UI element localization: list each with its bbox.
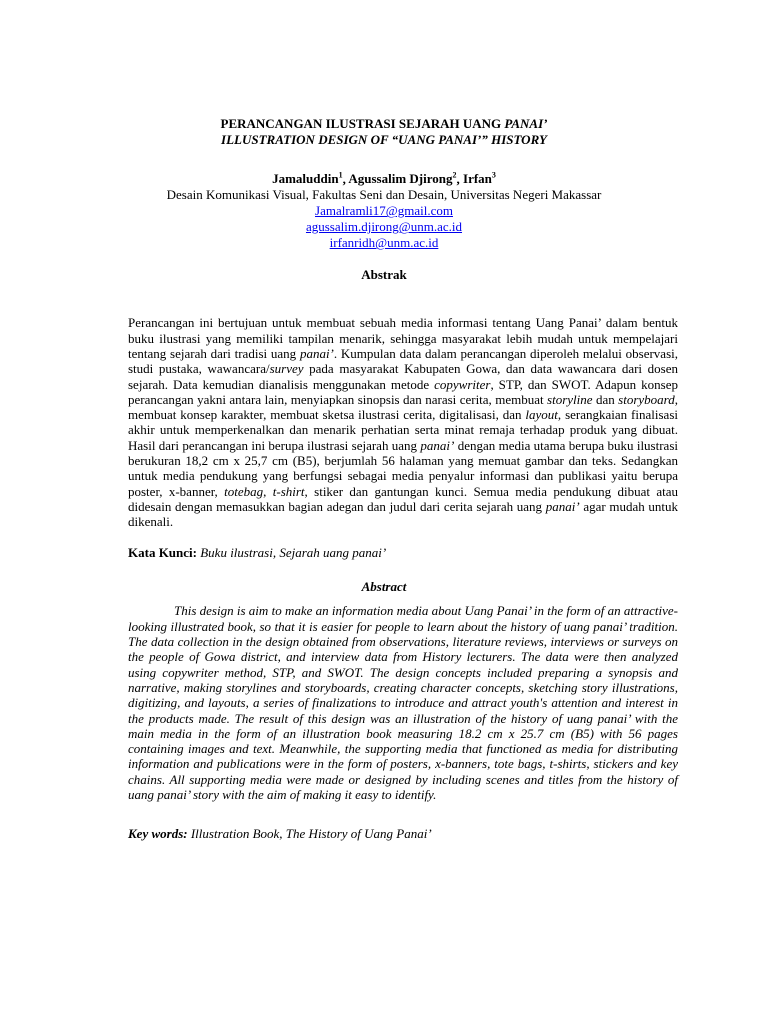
- abstract-heading: Abstract: [361, 579, 407, 595]
- abstrak-italic-term: survey: [269, 361, 304, 377]
- author-3: Irfan$^3$: [463, 171, 496, 187]
- abstrak-italic-term: panai’: [420, 437, 455, 453]
- affiliation: Desain Komunikasi Visual, Fakultas Seni dan Desain, Universitas Negeri Makassar: [166, 187, 602, 203]
- title-block: [0, 116, 768, 148]
- abstrak-text-run: Perancangan ini bertujuan untuk membuat sebuah media informasi tentang Uang Panai’ dalam bentuk buku ilustrasi yang memiliki tampilan menarik, sehingga masyarakat lebih mudah untuk mempelajari tentang sejarah dari tradisi uang: [128, 315, 678, 361]
- abstrak-text-run: , stiker dan gantungan kunci. Semua media pendukung dibuat atau didesain dengan memasukkan bagian adegan dan judul dari cerita sejarah uang: [128, 483, 678, 514]
- abstrak-italic-term: panai’: [299, 345, 334, 361]
- email-link-3[interactable]: irfanridh@unm.ac.id: [329, 235, 439, 251]
- abstrak-text-run: . Kumpulan data dalam perancangan diperoleh melalui observasi, studi pustaka, wawancara/: [128, 345, 678, 377]
- abstrak-body: [128, 315, 678, 529]
- author-2: Agussalim Djirong$^2$: [348, 171, 457, 187]
- email-list: [0, 203, 768, 251]
- title-indonesian: [0, 116, 768, 132]
- key-words-label: Key words:: [128, 826, 191, 842]
- abstrak-italic-term: t-shirt: [272, 483, 305, 499]
- abstrak-text-run: agar mudah untuk dikenali.: [128, 498, 678, 530]
- email-link-2[interactable]: agussalim.djirong@unm.ac.id: [305, 219, 463, 235]
- abstrak-italic-term: storyboard: [618, 391, 675, 407]
- abstrak-text-run: pada masyarakat Kabupaten Gowa, dan data wawancara dari dosen sejarah. Data kemudian dianalisis menggunakan metode: [128, 361, 679, 392]
- abstrak-text-run: , STP, dan SWOT. Adapun konsep perancangan yakni antara lain, menyiapkan sinopsis dan narasi cerita, membuat: [128, 376, 679, 407]
- abstrak-italic-term: panai’: [545, 498, 580, 514]
- author-list: Jamaluddin$^1$, Agussalim Djirong$^2$, Irfan$^3$: [272, 171, 496, 187]
- key-words-value: Illustration Book, The History of Uang Panai’: [190, 826, 432, 842]
- abstrak-text-run: dan: [592, 391, 619, 407]
- abstrak-italic-term: layout: [525, 407, 558, 423]
- abstrak-italic-term: storyline: [547, 391, 593, 407]
- kata-kunci-label: Kata Kunci:: [128, 545, 201, 561]
- abstrak-text-run: , serangkaian finalisasi akhir untuk memperkenalkan dan menarik perhatian serta minat remaja terhadap produk yang dibuat. Hasil dari perancangan ini berupa ilustrasi sejarah uang: [128, 407, 678, 453]
- author-1: Jamaluddin$^1$: [272, 171, 343, 187]
- abstrak-text-run: , membuat konsep karakter, membuat sketsa ilustrasi cerita, digitalisasi, dan: [128, 391, 678, 423]
- abstrak-text-run: dengan media utama berupa buku ilustrasi berukuran 18,2 cm x 25,7 cm (B5), berjumlah 56 halaman yang memuat gambar dan teks. Sedangkan untuk media pendukung yang berfungsi sebagai media penyalur informasi dan publikasi yaitu berupa poster, x-banner,: [128, 437, 679, 499]
- key-words: [128, 826, 678, 842]
- title-indonesian-italic: PANAI’: [504, 116, 548, 131]
- title-english: ILLUSTRATION DESIGN OF “UANG PANAI’” HISTORY: [221, 132, 547, 147]
- kata-kunci-value: Buku ilustrasi, Sejarah uang panai’: [200, 545, 387, 561]
- kata-kunci: [128, 545, 678, 561]
- abstrak-italic-term: totebag: [224, 483, 264, 499]
- email-link-1[interactable]: Jamalramli17@gmail.com: [315, 203, 453, 219]
- abstrak-heading: Abstrak: [361, 267, 407, 283]
- abstract-body: This design is aim to make an information media about Uang Panai’ in the form of an attractive-looking illustrated book, so that it is easier for people to learn about the history of uang panai’ tradition. The data collection in the design obtained from observations, literature reviews, interviews or surveys on the people of Gowa district, and interview data from History lecturers. The data were then analyzed using copywriter method, STP, and SWOT. The design concepts included preparing a synopsis and narrative, making storylines and storyboards, creating character concepts, sketching story illustrations, digitizing, and layouts, a series of finalizations to introduce and attract youth's attention and interest in the products made. The result of this design was an illustration of the history of uang panai’ with the main media in the form of an illustration book measuring 18.2 cm x 25.7 cm (B5) with 56 pages containing images and text. Meanwhile, the supporting media that functioned as media for distributing information and publications were in the form of posters, x-banners, tote bags, t-shirts, stickers and key chains. All supporting media were made or designed by including scenes and titles from the history of uang panai’ story with the aim of making it easy to identify.: [128, 603, 678, 803]
- title-indonesian-main: PERANCANGAN ILUSTRASI SEJARAH UANG: [220, 116, 505, 131]
- abstrak-italic-term: copywriter: [434, 376, 491, 392]
- abstrak-text-run: ,: [263, 483, 273, 499]
